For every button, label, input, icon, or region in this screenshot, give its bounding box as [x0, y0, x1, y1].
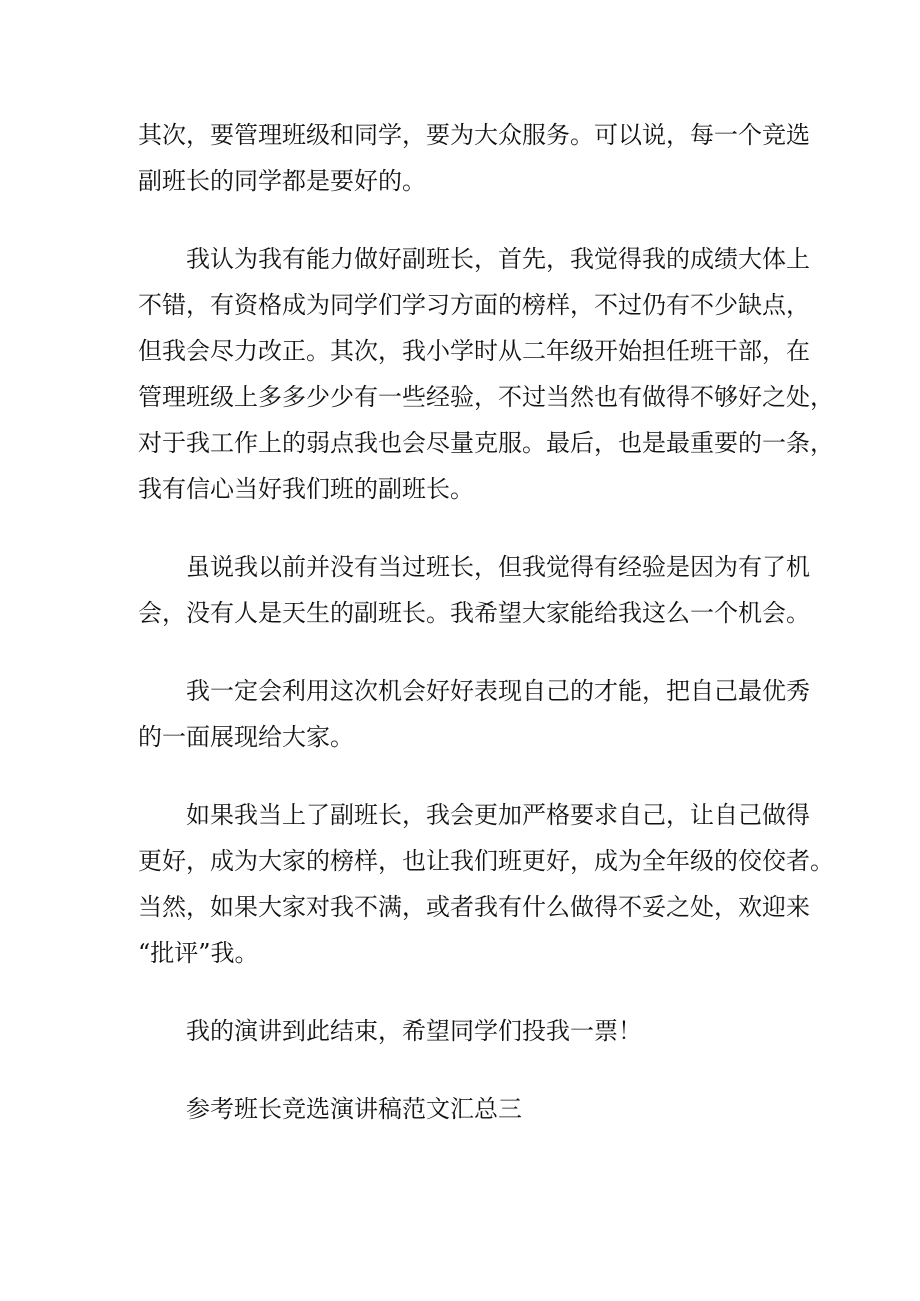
paragraph-line: 不错，有资格成为同学们学习方面的榜样，不过仍有不少缺点， [138, 291, 810, 319]
paragraph-line: 管理班级上多多少少有一些经验，不过当然也有做得不够好之处， [138, 383, 834, 411]
paragraph-line: 我认为我有能力做好副班长，首先，我觉得我的成绩大体上 [186, 245, 810, 273]
paragraph-line: 如果我当上了副班长，我会更加严格要求自己，让自己做得 [186, 801, 810, 829]
paragraph-continuation [138, 112, 810, 204]
paragraph-line: 更好，成为大家的榜样，也让我们班更好，成为全年级的佼佼者。 [138, 847, 834, 875]
paragraph-line: 我的演讲到此结束，希望同学们投我一票！ [186, 1017, 642, 1045]
section-title: 参考班长竞选演讲稿范文汇总三 [186, 1095, 522, 1123]
paragraph-line: 当然，如果大家对我不满，或者我有什么做得不妥之处，欢迎来 [138, 893, 810, 921]
paragraph-closing [138, 1008, 798, 1054]
paragraph-line: “批评”我。 [138, 939, 259, 967]
paragraph-qualifications [138, 236, 834, 512]
paragraph-line: 我一定会利用这次机会好好表现自己的才能，把自己最优秀 [186, 677, 810, 705]
paragraph-line: 虽说我以前并没有当过班长，但我觉得有经验是因为有了机 [186, 553, 810, 581]
paragraph-line: 会，没有人是天生的副班长。我希望大家能给我这么一个机会。 [138, 599, 810, 627]
paragraph-line: 我有信心当好我们班的副班长。 [138, 475, 474, 503]
paragraph-line: 但我会尽力改正。其次，我小学时从二年级开始担任班干部，在 [138, 337, 810, 365]
paragraph-experience [138, 544, 810, 636]
section-heading [138, 1086, 798, 1132]
paragraph-line: 其次，要管理班级和同学，要为大众服务。可以说，每一个竞选 [138, 121, 810, 149]
paragraph-line: 对于我工作上的弱点我也会尽量克服。最后，也是最重要的一条， [138, 429, 834, 457]
paragraph-promise [138, 792, 834, 976]
paragraph-line: 的一面展现给大家。 [138, 723, 354, 751]
paragraph-opportunity [138, 668, 810, 760]
paragraph-line: 副班长的同学都是要好的。 [138, 167, 426, 195]
